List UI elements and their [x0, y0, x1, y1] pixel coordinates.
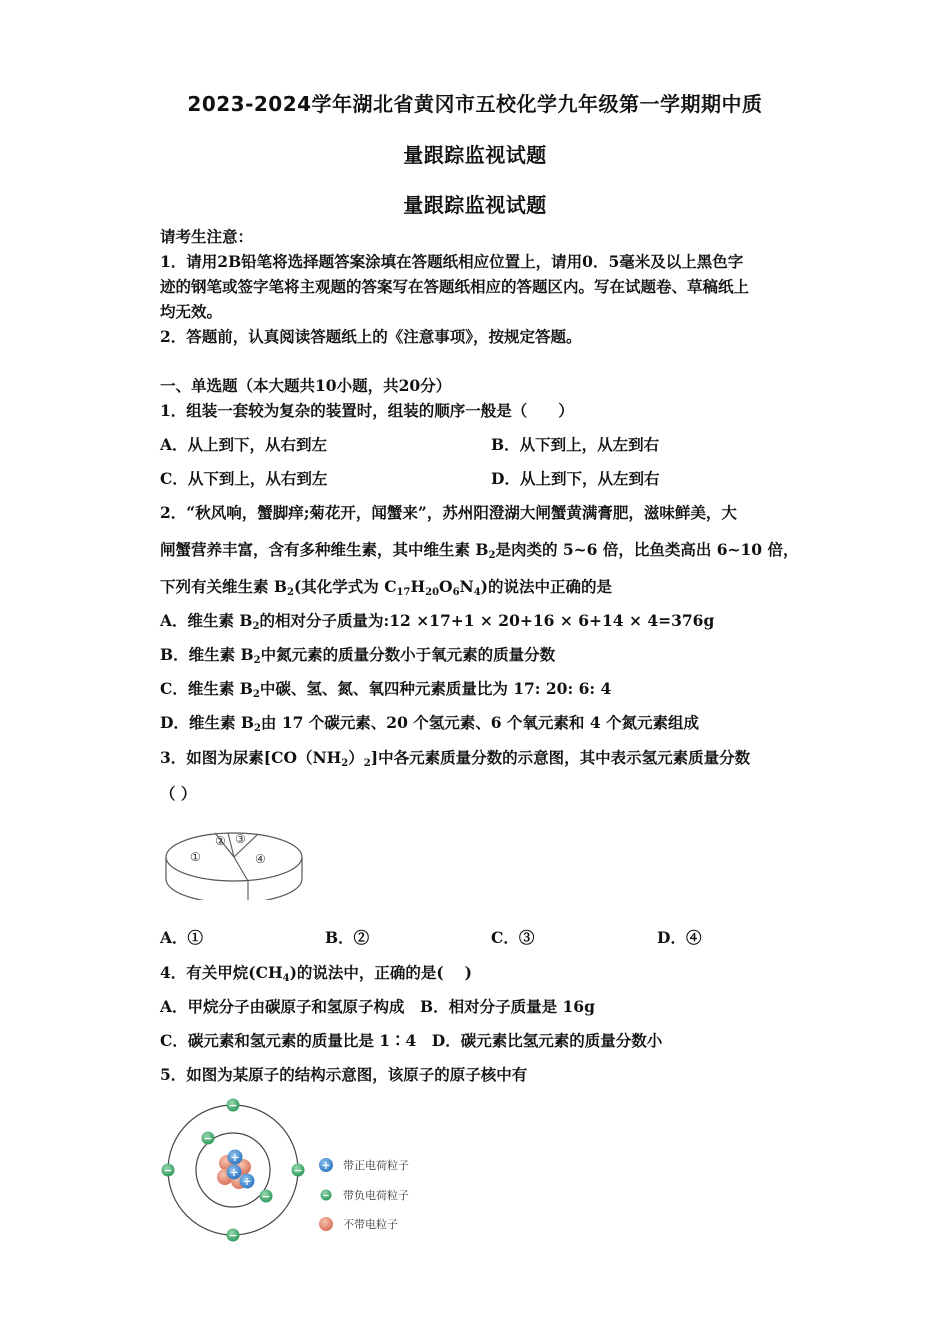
plus-sign: +: [230, 1151, 240, 1164]
q1-option-b: B．从下到上，从左到右: [491, 435, 660, 454]
q3-option-c: C．③: [491, 928, 535, 947]
notice-item1-line2: 迹的钢笔或签字笔将主观题的答案写在答题纸相应的答题区内。写在试题卷、草稿纸上: [160, 277, 750, 296]
minus-sign: −: [163, 1164, 173, 1177]
q2-stem-line3: 下列有关维生素 $B_2$(其化学式为 $C_{17}H_{20}O_6N_4$)的说法中正确的是: [160, 577, 613, 598]
q3-option-b: B．②: [325, 928, 370, 947]
q2-stem-line2: 闸蟹营养丰富，含有多种维生素，其中维生素 $B_2$是肉类的 5~6 倍，比鱼类高出 6~10 倍，: [160, 540, 799, 561]
plus-sign: +: [229, 1166, 239, 1179]
q2-option-d: D．维生素 $B_2$由 17 个碳元素、20 个氢元素、6 个氧元素和 4 个氮元素组成: [160, 713, 700, 734]
minus-sign: −: [203, 1132, 213, 1145]
pie-label-1: ①: [190, 850, 201, 864]
q2-option-b: B．维生素 $B_2$中氮元素的质量分数小于氧元素的质量分数: [160, 645, 556, 666]
legend-neutral-label: 不带电粒子: [343, 1218, 398, 1231]
exam-title-line2: 量跟踪监视试题: [403, 143, 547, 167]
notice-item1-line1: 1．请用2B铅笔将选择题答案涂填在答题纸相应位置上，请用0．5毫米及以上黑色字: [160, 252, 744, 271]
minus-sign: −: [228, 1229, 238, 1242]
q1-option-d: D．从上到下，从左到右: [491, 469, 660, 488]
atom-legend: [319, 1158, 409, 1231]
legend-positive-label: 带正电荷粒子: [343, 1159, 409, 1172]
q4-options-ab: A．甲烷分子由碳原子和氢原子构成 B．相对分子质量是 16g: [160, 997, 595, 1016]
minus-sign: −: [261, 1190, 271, 1203]
q1-option-c: C．从下到上，从右到左: [160, 469, 328, 488]
legend-negative-label: 带负电荷粒子: [343, 1189, 409, 1202]
q3-stem-line2: （ ）: [160, 784, 197, 803]
q3-option-d: D．④: [657, 928, 702, 947]
q1-stem: 1．组装一套较为复杂的装置时，组装的顺序一般是（ ）: [160, 401, 574, 420]
q2-option-c: C．维生素 $B_2$中碳、氢、氮、氧四种元素质量比为 17: 20: 6: 4: [160, 679, 612, 700]
plus-sign: +: [321, 1159, 331, 1172]
notice-item2: 2．答题前，认真阅读答题纸上的《注意事项》，按规定答题。: [160, 327, 582, 346]
legend-neutral-icon: [319, 1217, 333, 1231]
minus-sign: −: [322, 1191, 330, 1202]
plus-sign: +: [242, 1175, 252, 1188]
pie-label-4: ④: [255, 852, 266, 866]
q3-pie-figure: [160, 815, 305, 900]
exam-title-line3: 量跟踪监视试题: [403, 193, 547, 217]
pie-label-3: ③: [235, 832, 246, 846]
q2-option-a: A．维生素 $B_2$的相对分子质量为:12 ×17+1 × 20+16 × 6+14 × 4=376g: [160, 611, 715, 632]
q3-option-a: A．①: [160, 928, 204, 947]
notice-item1-line3: 均无效。: [160, 302, 223, 321]
q1-option-a: A．从上到下，从右到左: [160, 435, 328, 454]
q4-options-cd: C．碳元素和氢元素的质量比是 1∶4 D．碳元素比氢元素的质量分数小: [160, 1031, 663, 1050]
exam-title-line1: 2023-2024学年湖北省黄冈市五校化学九年级第一学期期中质: [187, 92, 763, 116]
q5-stem: 5．如图为某原子的结构示意图，该原子的原子核中有: [160, 1065, 528, 1084]
q4-stem: 4．有关甲烷$(CH_4)$的说法中，正确的是( ): [160, 963, 472, 984]
atomic-nucleus: [217, 1150, 255, 1190]
pie-label-2: ②: [215, 834, 226, 848]
section-heading: 一、单选题（本大题共10小题，共20分）: [160, 376, 452, 395]
minus-sign: −: [293, 1164, 303, 1177]
q5-atom-figure: [155, 1095, 435, 1245]
q3-stem-line1: 3．如图为尿素$[CO(NH_2)_2]$中各元素质量分数的示意图，其中表示氢元素质量分数: [160, 748, 751, 769]
q2-stem-line1: 2．“秋风响，蟹脚痒;菊花开，闻蟹来”，苏州阳澄湖大闸蟹黄满膏肥，滋味鲜美，大: [160, 503, 737, 522]
notice-heading: 请考生注意：: [160, 227, 254, 246]
minus-sign: −: [228, 1099, 238, 1112]
